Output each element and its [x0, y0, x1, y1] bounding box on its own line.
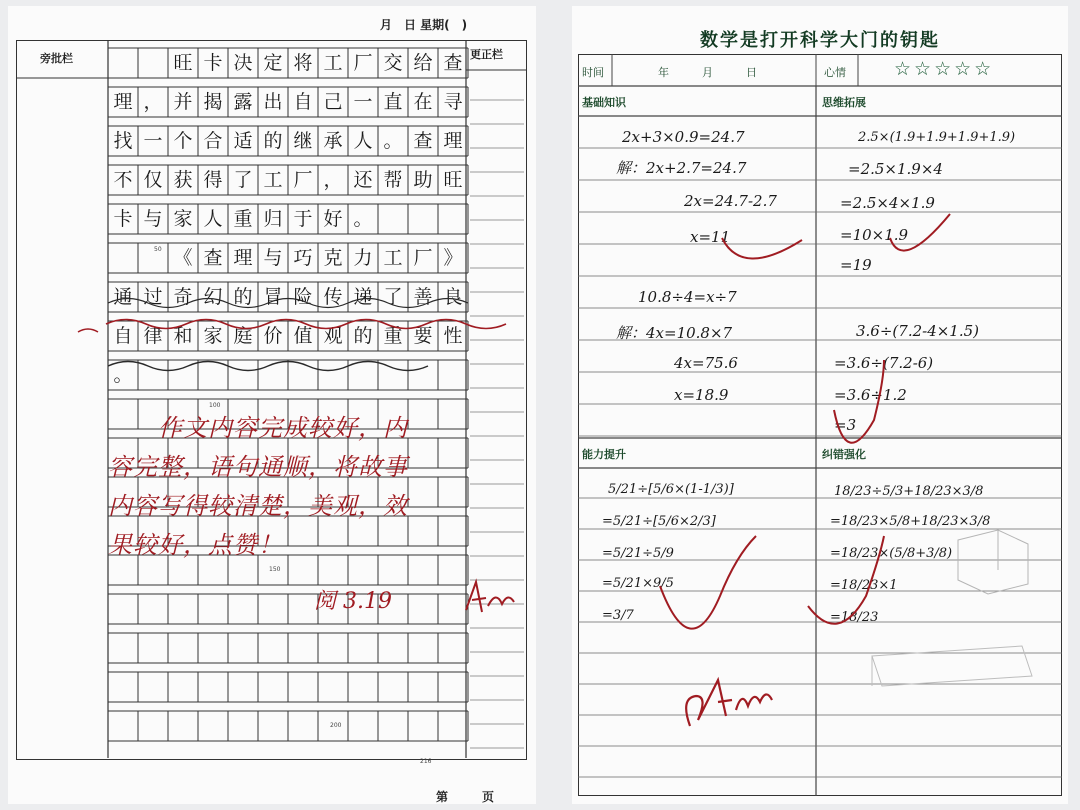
essay-character: 。: [383, 130, 403, 152]
grid-count-marker: 100: [209, 402, 221, 409]
essay-character: 厂: [293, 169, 313, 191]
essay-character: 归: [263, 208, 283, 230]
essay-character: 传: [323, 286, 343, 308]
essay-character: 仅: [143, 169, 163, 191]
essay-character: ，: [143, 91, 163, 113]
essay-character: 于: [293, 208, 313, 230]
essay-character: 》: [443, 247, 463, 269]
essay-character: 价: [263, 325, 283, 347]
margin-note-label: 旁批栏: [40, 52, 73, 65]
math-line: 解：4x=10.8×7: [616, 324, 733, 342]
essay-character: 。: [113, 364, 133, 386]
essay-character: 。: [353, 208, 373, 230]
essay-character: 重: [233, 208, 253, 230]
essay-character: 克: [323, 247, 343, 269]
essay-character: 查: [203, 247, 223, 269]
essay-character: 还: [353, 169, 373, 191]
essay-character: 一: [353, 91, 373, 113]
essay-character: 的: [233, 286, 253, 308]
math-line: 2x=24.7-2.7: [684, 192, 777, 210]
essay-character: 工: [323, 52, 343, 74]
essay-character: 卡: [203, 52, 223, 74]
essay-character: 理: [443, 130, 463, 152]
math-line: =18/23×5/8+18/23×3/8: [830, 514, 991, 529]
math-line: =2.5×1.9×4: [848, 160, 943, 178]
mood-star-rating-icon: ☆☆☆☆☆: [894, 58, 995, 80]
essay-character: 与: [143, 208, 163, 230]
essay-character: 要: [413, 325, 433, 347]
date-fields: 年 月 日: [658, 66, 757, 79]
math-line: 5/21÷[5/6×(1-1/3)]: [608, 482, 734, 497]
math-line: =19: [840, 256, 872, 274]
essay-character: 冒: [263, 286, 283, 308]
page-footer-label: 第: [436, 790, 449, 804]
essay-character: 理: [113, 91, 133, 113]
essay-character: 交: [383, 52, 403, 74]
essay-character: 了: [383, 286, 403, 308]
section-basic-knowledge: 基础知识: [582, 96, 626, 109]
essay-character: 的: [263, 130, 283, 152]
essay-character: 揭: [203, 91, 223, 113]
date-header: 月 日 星期( ): [380, 18, 468, 32]
essay-character: 给: [413, 52, 433, 74]
essay-character: 旺: [443, 169, 463, 191]
math-line: =10×1.9: [840, 226, 909, 244]
essay-character: 幻: [203, 286, 223, 308]
essay-character: 律: [143, 325, 163, 347]
essay-character: 重: [383, 325, 403, 347]
essay-character: 定: [263, 52, 283, 74]
math-line: =3.6÷1.2: [834, 386, 907, 404]
essay-character: 理: [233, 247, 253, 269]
grid-count-marker: 50: [154, 246, 162, 253]
section-ability-improvement: 能力提升: [582, 448, 626, 461]
essay-character: 在: [413, 91, 433, 113]
essay-character: 查: [413, 130, 433, 152]
essay-character: 良: [443, 286, 463, 308]
math-line: 2.5×(1.9+1.9+1.9+1.9): [858, 130, 1016, 145]
math-notebook-page: [572, 6, 1068, 804]
essay-character: 厂: [413, 247, 433, 269]
math-line: 3.6÷(7.2-4×1.5): [856, 322, 980, 340]
math-line: 10.8÷4=x÷7: [638, 288, 737, 306]
page-title: 数学是打开科学大门的钥匙: [700, 30, 940, 51]
math-line: 18/23÷5/3+18/23×3/8: [834, 484, 984, 499]
essay-character: 助: [413, 169, 433, 191]
essay-character: 过: [143, 286, 163, 308]
essay-character: 自: [113, 325, 133, 347]
essay-character: 继: [293, 130, 313, 152]
grid-count-marker: 150: [269, 566, 281, 573]
essay-character: 险: [293, 286, 313, 308]
time-label: 时间: [582, 66, 604, 79]
essay-character: 工: [263, 169, 283, 191]
math-line: =3: [834, 416, 857, 434]
essay-character: 的: [353, 325, 373, 347]
essay-character: 庭: [233, 325, 253, 347]
essay-character: ，: [323, 169, 343, 191]
teacher-comment-line: 容完整，语句通顺，将故事: [108, 453, 408, 481]
section-error-correction: 纠错强化: [822, 448, 866, 461]
essay-character: 了: [233, 169, 253, 191]
correction-column-label: 更正栏: [470, 48, 503, 61]
essay-character: 并: [173, 91, 193, 113]
essay-character: 获: [173, 169, 193, 191]
essay-character: 出: [263, 91, 283, 113]
essay-character: 巧: [293, 247, 313, 269]
essay-character: 己: [323, 91, 343, 113]
essay-character: 和: [173, 325, 193, 347]
grid-count-marker: 200: [330, 722, 342, 729]
teacher-comment-line: 内容写得较清楚，美观，效: [108, 492, 408, 520]
essay-character: 值: [293, 325, 313, 347]
essay-character: 不: [113, 169, 133, 191]
essay-character: 工: [383, 247, 403, 269]
section-thinking-extension: 思维拓展: [822, 96, 866, 109]
math-line: 4x=75.6: [674, 354, 738, 372]
teacher-comment-line: 果较好，点赞！: [108, 531, 283, 559]
essay-character: 通: [113, 286, 133, 308]
essay-character: 承: [323, 130, 343, 152]
essay-character: 性: [443, 325, 463, 347]
teacher-review-mark: 阅 3.19: [314, 589, 392, 614]
essay-character: 人: [353, 130, 373, 152]
math-line: =18/23: [830, 610, 879, 625]
teacher-comment-line: 作文内容完成较好，内: [158, 414, 408, 442]
essay-character: 观: [323, 325, 343, 347]
essay-character: 家: [173, 208, 193, 230]
essay-character: 将: [293, 52, 313, 74]
essay-character: 递: [353, 286, 373, 308]
essay-character: 帮: [383, 169, 403, 191]
math-line: =5/21÷5/9: [602, 546, 674, 561]
essay-character: 个: [173, 130, 193, 152]
math-line: x=11: [690, 228, 731, 246]
essay-character: 一: [143, 130, 163, 152]
essay-character: 适: [233, 130, 253, 152]
essay-character: 家: [203, 325, 223, 347]
essay-character: 查: [443, 52, 463, 74]
essay-character: 合: [203, 130, 223, 152]
essay-character: 《: [173, 247, 193, 269]
math-line: =18/23×1: [830, 578, 898, 593]
essay-character: 人: [203, 208, 223, 230]
math-line: =5/21÷[5/6×2/3]: [602, 514, 716, 529]
essay-character: 旺: [173, 52, 193, 74]
math-line: 解：2x+2.7=24.7: [616, 159, 747, 177]
essay-character: 力: [353, 247, 373, 269]
essay-character: 寻: [443, 91, 463, 113]
essay-character: 卡: [113, 208, 133, 230]
essay-character: 直: [383, 91, 403, 113]
essay-character: 自: [293, 91, 313, 113]
essay-character: 厂: [353, 52, 373, 74]
essay-character: 找: [113, 130, 133, 152]
essay-character: 决: [233, 52, 253, 74]
math-line: =18/23×(5/8+3/8): [830, 546, 953, 561]
essay-character: 露: [233, 91, 253, 113]
essay-character: 与: [263, 247, 283, 269]
essay-character: 善: [413, 286, 433, 308]
essay-character: 好: [323, 208, 343, 230]
math-line: =5/21×9/5: [602, 576, 674, 591]
mood-label: 心情: [824, 66, 846, 79]
composition-page: [8, 6, 536, 804]
grid-count-marker: 216: [420, 758, 432, 765]
page-footer-label: 页: [482, 790, 495, 804]
math-line: =3.6÷(7.2-6): [834, 354, 934, 372]
math-line: =2.5×4×1.9: [840, 194, 935, 212]
math-line: x=18.9: [674, 386, 729, 404]
essay-character: 得: [203, 169, 223, 191]
math-line: 2x+3×0.9=24.7: [622, 128, 745, 146]
math-line: =3/7: [602, 608, 634, 623]
essay-character: 奇: [173, 286, 193, 308]
